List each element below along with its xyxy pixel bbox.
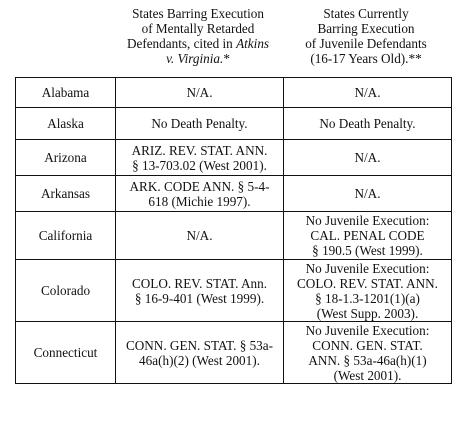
header-line: of Juvenile Defendants (305, 36, 427, 51)
header-line: of Mentally Retarded (141, 21, 255, 36)
state-cell: California (16, 212, 116, 260)
state-cell: Colorado (16, 260, 116, 322)
header-text: Defendants, cited in (126, 36, 237, 51)
mentally-retarded-cell (116, 322, 284, 384)
mentally-retarded-cell (116, 212, 284, 260)
cell-line: 618 (Michie 1997). (148, 193, 251, 209)
header-line: Barring Execution (317, 21, 415, 36)
table-row (16, 140, 452, 176)
states-table (15, 77, 452, 384)
mentally-retarded-cell (116, 108, 284, 140)
cell-line: ARIZ. REV. STAT. ANN. (131, 142, 268, 158)
cell-line: § 190.5 (West 1999). (312, 243, 423, 258)
juvenile-cell (284, 322, 452, 384)
cell-line: CONN. GEN. STAT. (312, 337, 423, 353)
cell-line: § 16-9-401 (West 1999). (134, 290, 265, 306)
mentally-retarded-cell (116, 176, 284, 212)
column-headers (0, 6, 459, 78)
cell-line: (West Supp. 2003). (316, 305, 419, 321)
cell-line: N/A. (186, 85, 213, 100)
case-name-italic: Atkins (236, 36, 270, 51)
state-cell: Alaska (16, 108, 116, 140)
juvenile-cell (284, 140, 452, 176)
header-line: (16-17 Years Old).** (310, 51, 422, 66)
table-body (16, 78, 452, 384)
table-row (16, 322, 452, 384)
cell-line: No Death Penalty. (319, 116, 416, 131)
header-line: States Currently (323, 6, 409, 21)
header-line (115, 36, 281, 51)
table-row (16, 176, 452, 212)
header-line (115, 51, 281, 66)
cell-line: COLO. REV. STAT. Ann. (131, 275, 268, 291)
cell-line: No Death Penalty. (151, 116, 248, 131)
state-cell: Connecticut (16, 322, 116, 384)
juvenile-cell (284, 212, 452, 260)
mentally-retarded-cell (116, 140, 284, 176)
cell-line: 46a(h)(2) (West 2001). (139, 352, 260, 368)
case-name-italic: v. Virginia. (166, 51, 224, 66)
cell-line: (West 2001). (333, 367, 402, 383)
cell-line: N/A. (354, 186, 381, 201)
mentally-retarded-cell (116, 78, 284, 108)
footnote-marker: * (223, 51, 230, 66)
juvenile-cell (284, 176, 452, 212)
cell-line: No Juvenile Execution: (305, 260, 430, 276)
juvenile-cell (284, 108, 452, 140)
header-mentally-retarded (115, 6, 281, 66)
juvenile-cell (284, 260, 452, 322)
cell-line: N/A. (354, 150, 381, 165)
mentally-retarded-cell (116, 260, 284, 322)
cell-line: ANN. § 53a-46a(h)(1) (308, 352, 427, 368)
table-row (16, 260, 452, 322)
state-cell: Arizona (16, 140, 116, 176)
cell-line: No Juvenile Execution: (305, 213, 430, 228)
cell-line: COLO. REV. STAT. ANN. (297, 275, 438, 291)
table-row (16, 108, 452, 140)
cell-line: No Juvenile Execution: (305, 322, 430, 338)
cell-line: N/A. (186, 228, 213, 243)
table-row (16, 212, 452, 260)
table-row (16, 78, 452, 108)
cell-line: CAL. PENAL CODE (310, 228, 425, 243)
state-cell: Alabama (16, 78, 116, 108)
cell-line: ARK. CODE ANN. § 5-4- (129, 178, 270, 194)
cell-line: § 13-703.02 (West 2001). (132, 157, 267, 173)
header-juvenile (283, 6, 449, 66)
juvenile-cell (284, 78, 452, 108)
state-cell: Arkansas (16, 176, 116, 212)
cell-line: CONN. GEN. STAT. § 53a- (125, 337, 274, 353)
cell-line: N/A. (354, 85, 381, 100)
header-line: States Barring Execution (132, 6, 264, 21)
cell-line: § 18-1.3-1201(1)(a) (315, 290, 420, 306)
